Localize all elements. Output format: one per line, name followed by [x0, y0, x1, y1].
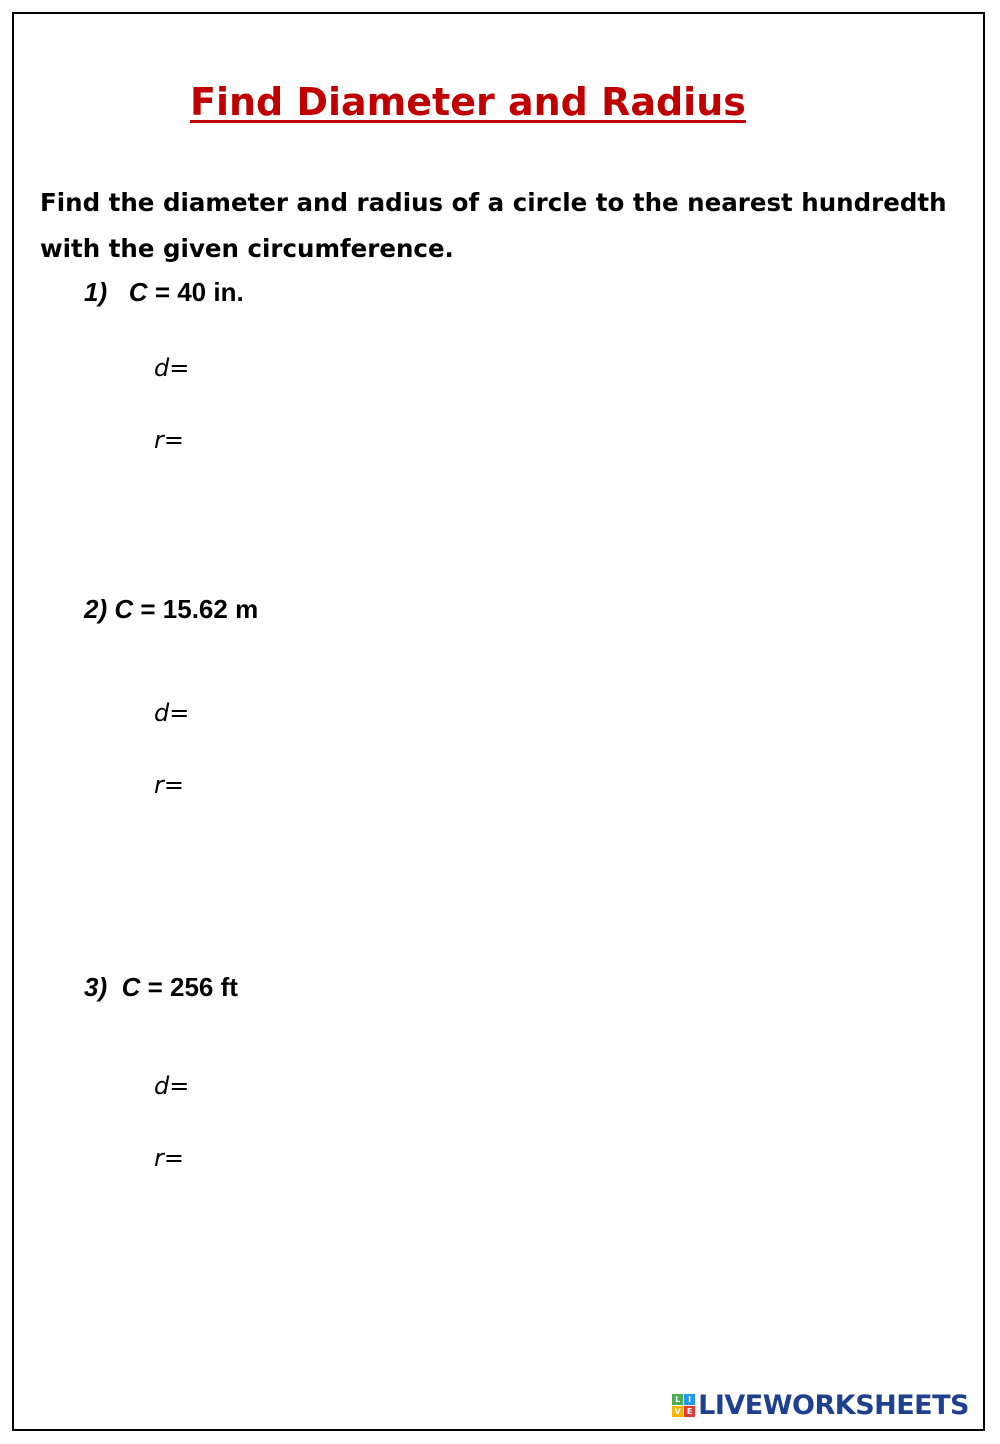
problem-value: = 256 ft [147, 972, 238, 1002]
liveworksheets-logo-text: LIVEWORKSHEETS [698, 1390, 969, 1421]
problem-variable: C [128, 277, 148, 307]
problem-value: = 15.62 m [140, 594, 259, 624]
problem-2-radius-answer[interactable]: r= [154, 771, 184, 799]
liveworksheets-logo [672, 1390, 969, 1421]
problem-2-prompt [84, 591, 258, 627]
problem-1-radius-answer[interactable]: r= [154, 426, 184, 454]
problem-number: 3) [84, 972, 108, 1002]
logo-letter-v: V [672, 1406, 683, 1417]
problem-number: 1) [84, 277, 108, 307]
problem-3-radius-answer[interactable]: r= [154, 1144, 184, 1172]
logo-letter-l: L [672, 1394, 683, 1405]
problem-variable: C [121, 972, 141, 1002]
problem-1-prompt [84, 274, 244, 310]
worksheet-title: Find Diameter and Radius [190, 80, 746, 124]
problem-2-diameter-answer[interactable]: d= [154, 699, 190, 727]
problem-variable: C [114, 594, 134, 624]
instructions-text: Find the diameter and radius of a circle to the nearest hundredth with the given circumference. [40, 188, 947, 263]
logo-letter-i: I [684, 1394, 695, 1405]
problem-1-diameter-answer[interactable]: d= [154, 354, 190, 382]
problem-value: = 40 in. [154, 277, 244, 307]
logo-letter-e: E [684, 1406, 695, 1417]
problem-3-prompt [84, 969, 238, 1005]
worksheet-page [12, 12, 985, 1431]
problem-number: 2) [84, 594, 108, 624]
problem-3-diameter-answer[interactable]: d= [154, 1072, 190, 1100]
liveworksheets-logo-icon [672, 1394, 695, 1417]
